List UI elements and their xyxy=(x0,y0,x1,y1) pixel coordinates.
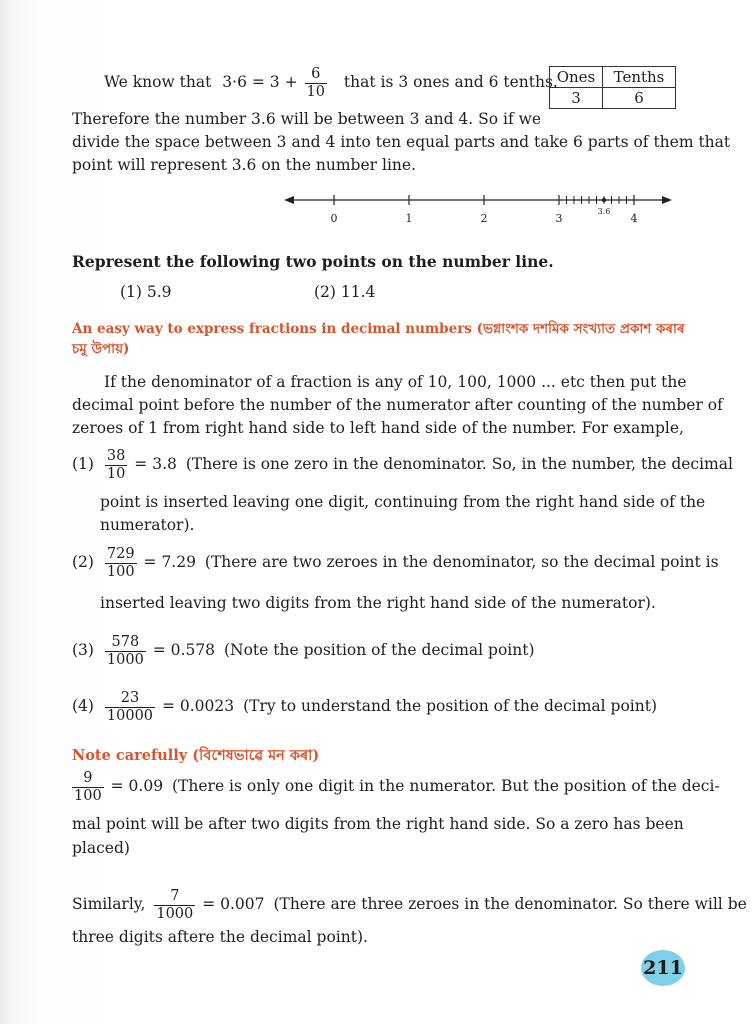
exercise-item-1: (1) 5.9 xyxy=(120,283,172,301)
intro-line-1: We know that 3·6 = 3 + $\frac{6}{10}$ that is 3 ones and 6 tenths. xyxy=(104,66,558,100)
similarly-line-2: three digits aftere the decimal point). xyxy=(72,928,368,946)
example-1: (1) $\frac{38}{10}$ = 3.8 (There is one zero in the denominator. So, in the number, the decimal xyxy=(72,448,733,482)
number-line-label-3: 3 xyxy=(555,212,563,225)
note-heading: Note carefully (বিশেষভাৱে মন কৰা) xyxy=(72,747,320,764)
intro-line-2: Therefore the number 3.6 will be between 3 and 4. So if we xyxy=(72,110,542,128)
easy-way-heading: An easy way to express fractions in decimal numbers (ভগ্নাংশক দশমিক সংখ্যাত প্ৰকাশ কৰাৰ চমু উপায়) xyxy=(72,321,685,357)
intro-fraction: $\frac{6}{10}$ xyxy=(306,66,325,100)
note-line-2: mal point will be after two digits from the right hand side. So a zero has been xyxy=(72,815,684,833)
example-2: (2) $\frac{729}{100}$ = 7.29 (There are two zeroes in the denominator, so the decimal point is xyxy=(72,546,719,580)
number-line-label-marked: 3.6 xyxy=(597,207,611,216)
number-line-label-1: 1 xyxy=(405,212,413,225)
number-line-right-arrow xyxy=(662,196,672,204)
table-header-ones: Ones xyxy=(550,67,603,88)
number-line-label-2: 2 xyxy=(480,212,488,225)
number-line-label-0: 0 xyxy=(330,212,338,225)
easy-way-para-1: If the denominator of a fraction is any of 10, 100, 1000 ... etc then put the xyxy=(104,373,687,391)
table-header-tenths: Tenths xyxy=(603,67,676,88)
note-line-1: $\frac{9}{100}$ = 0.09 (There is only one digit in the numerator. But the position of the deci- xyxy=(74,770,720,804)
example-3: (3) $\frac{578}{1000}$ = 0.578 (Note the position of the decimal point) xyxy=(72,634,535,668)
number-line-label-4: 4 xyxy=(630,212,638,225)
easy-way-para-2: decimal point before the number of the numerator after counting of the number of xyxy=(72,396,723,414)
note-fraction: $\frac{9}{100}$ xyxy=(74,770,102,804)
page-number-badge: 211 xyxy=(641,950,685,986)
intro-line-4: point will represent 3.6 on the number line. xyxy=(72,156,416,174)
example-1-line-3: numerator). xyxy=(100,516,195,534)
number-line-marked-point xyxy=(602,198,606,202)
number-line xyxy=(280,188,680,228)
number-line-left-arrow xyxy=(284,196,294,204)
intro-line-3: divide the space between 3 and 4 into ten equal parts and take 6 parts of them that xyxy=(72,133,731,151)
example-1-fraction: $\frac{38}{10}$ xyxy=(106,448,126,482)
example-3-fraction: $\frac{578}{1000}$ xyxy=(106,634,144,668)
similarly-line-1: Similarly, $\frac{7}{1000}$ = 0.007 (There are three zeroes in the denominator. So there will be xyxy=(72,888,747,922)
example-2-line-2: inserted leaving two digits from the right hand side of the numerator). xyxy=(100,594,656,612)
example-4: (4) $\frac{23}{10000}$ = 0.0023 (Try to understand the position of the decimal point) xyxy=(72,690,658,724)
intro-expression: 3·6 = 3 + xyxy=(222,73,298,92)
exercise-heading: Represent the following two points on the number line. xyxy=(72,252,554,271)
table-value-ones: 3 xyxy=(550,88,603,109)
note-line-3: placed) xyxy=(72,839,130,857)
example-2-fraction: $\frac{729}{100}$ xyxy=(106,546,135,580)
exercise-item-2: (2) 11.4 xyxy=(314,283,376,301)
example-1-line-2: point is inserted leaving one digit, continuing from the right hand side of the xyxy=(100,493,706,511)
example-4-fraction: $\frac{23}{10000}$ xyxy=(106,690,154,724)
table-value-tenths: 6 xyxy=(603,88,676,109)
easy-way-para-3: zeroes of 1 from right hand side to left hand side of the number. For example, xyxy=(72,419,684,437)
similarly-fraction: $\frac{7}{1000}$ xyxy=(156,888,194,922)
place-value-table xyxy=(549,66,676,109)
